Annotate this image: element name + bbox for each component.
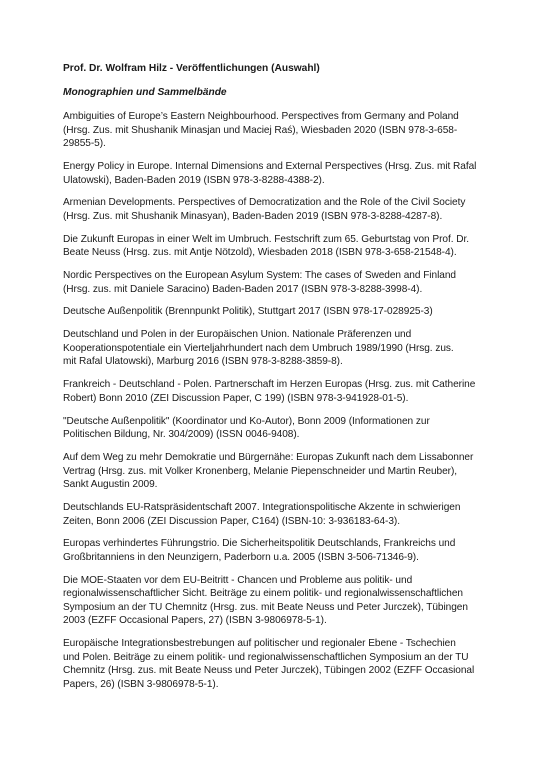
- publication-entry: [63, 110, 493, 151]
- publication-line: Deutschland und Polen in der Europäischen Union. Nationale Präferenzen und: [63, 329, 412, 341]
- publication-line: regionalwissenschaftlicher Sicht. Beiträge zu einem politik- und regionalwissenschaftlichen: [63, 588, 463, 600]
- document-title: Prof. Dr. Wolfram Hilz - Veröffentlichungen (Auswahl): [63, 63, 320, 74]
- publication-entry: [63, 415, 493, 442]
- publication-entry: [63, 233, 493, 260]
- publication-line: Deutschlands EU-Ratspräsidentschaft 2007. Integrationspolitische Akzente in schwierigen: [63, 501, 461, 513]
- publication-line: mit Rafal Ulatowski), Marburg 2016 (ISBN 978-3-8288-3859-8).: [63, 356, 343, 368]
- publication-line: 29855-5).: [63, 138, 106, 150]
- publication-line: Großbritanniens in den Neunzigern, Paderborn u.a. 2005 (ISBN 3-506-71346-9).: [63, 551, 419, 563]
- publication-entry: [63, 305, 493, 319]
- publication-line: Ulatowski), Baden-Baden 2019 (ISBN 978-3-8288-4388-2).: [63, 174, 325, 186]
- publication-line: Symposium an der TU Chemnitz (Hrsg. zus. mit Beate Neuss und Peter Jurczek), Tübingen: [63, 601, 468, 613]
- publication-entry: [63, 451, 493, 492]
- publication-line: (Hrsg. Zus. mit Shushanik Minasjan und Maciej Raś), Wiesbaden 2020 (ISBN 978-3-658-: [63, 124, 458, 136]
- publication-line: Robert) Bonn 2010 (ZEI Discussion Paper, C 199) (ISBN 978-3-941928-01-5).: [63, 392, 409, 404]
- publication-entry: [63, 269, 493, 296]
- publication-line: Vertrag (Hrsg. zus. mit Volker Kronenberg, Melanie Piepenschneider und Martin Reuber),: [63, 465, 458, 477]
- publication-line: (Hrsg. Zus. mit Shushanik Minasyan), Baden-Baden 2019 (ISBN 978-3-8288-4287-8).: [63, 210, 443, 222]
- publication-line: 2003 (EZFF Occasional Papers, 27) (ISBN 3-9806978-5-1).: [63, 615, 327, 627]
- section-heading: Monographien und Sammelbände: [63, 87, 227, 98]
- publication-entry: [63, 537, 493, 564]
- publication-list: [63, 110, 493, 692]
- publication-line: Kooperationspotentiale ein Vierteljahrhundert nach dem Umbruch 1989/1990 (Hrsg. zus.: [63, 342, 454, 354]
- publication-entry: [63, 328, 493, 369]
- publication-line: und Polen. Beiträge zu einem politik- und regionalwissenschaftlichen Symposium an der TU: [63, 651, 469, 663]
- publication-line: Beate Neuss (Hrsg. zus. mit Antje Nötzold), Wiesbaden 2018 (ISBN 978-3-658-21548-4).: [63, 247, 457, 259]
- publication-entry: [63, 378, 493, 405]
- publication-line: Die MOE-Staaten vor dem EU-Beitritt - Chancen und Probleme aus politik- und: [63, 574, 413, 586]
- publication-line: Europas verhindertes Führungstrio. Die Sicherheitspolitik Deutschlands, Frankreichs und: [63, 538, 456, 550]
- publication-line: Frankreich - Deutschland - Polen. Partnerschaft im Herzen Europas (Hrsg. zus. mit Catherine: [63, 379, 476, 391]
- publication-line: Die Zukunft Europas in einer Welt im Umbruch. Festschrift zum 65. Geburtstag von Prof. Dr.: [63, 233, 469, 245]
- publication-line: Chemnitz (Hrsg. zus. mit Beate Neuss und Peter Jurczek), Tübingen 2002 (EZFF Occasional: [63, 665, 475, 677]
- publication-line: Politischen Bildung, Nr. 304/2009) (ISSN 0046-9408).: [63, 429, 300, 441]
- publication-line: Auf dem Weg zu mehr Demokratie und Bürgernähe: Europas Zukunft nach dem Lissabonner: [63, 451, 474, 463]
- publication-entry: [63, 574, 493, 628]
- publication-line: "Deutsche Außenpolitik" (Koordinator und Ko-Autor), Bonn 2009 (Informationen zur: [63, 415, 430, 427]
- document-page: [63, 62, 493, 701]
- publication-entry: [63, 196, 493, 223]
- publication-line: Europäische Integrationsbestrebungen auf politischer und regionaler Ebene - Tschechien: [63, 638, 456, 650]
- publication-line: Armenian Developments. Perspectives of Democratization and the Role of the Civil Society: [63, 197, 466, 209]
- publication-line: Deutsche Außenpolitik (Brennpunkt Politik), Stuttgart 2017 (ISBN 978-17-028925-3): [63, 306, 433, 318]
- publication-line: Sankt Augustin 2009.: [63, 479, 158, 491]
- publication-line: Ambiguities of Europe’s Eastern Neighbourhood. Perspectives from Germany and Poland: [63, 111, 459, 122]
- publication-entry: [63, 637, 493, 691]
- publication-line: Papers, 26) (ISBN 3-9806978-5-1).: [63, 679, 219, 691]
- publication-line: Zeiten, Bonn 2006 (ZEI Discussion Paper, C164) (ISBN-10: 3-936183-64-3).: [63, 515, 400, 527]
- publication-line: Energy Policy in Europe. Internal Dimensions and External Perspectives (Hrsg. Zus. mit Rafal: [63, 160, 477, 172]
- publication-line: Nordic Perspectives on the European Asylum System: The cases of Sweden and Finland: [63, 270, 456, 282]
- publication-entry: [63, 501, 493, 528]
- publication-entry: [63, 160, 493, 187]
- publication-line: (Hrsg. zus. mit Daniele Saracino) Baden-Baden 2017 (ISBN 978-3-8288-3998-4).: [63, 283, 423, 295]
